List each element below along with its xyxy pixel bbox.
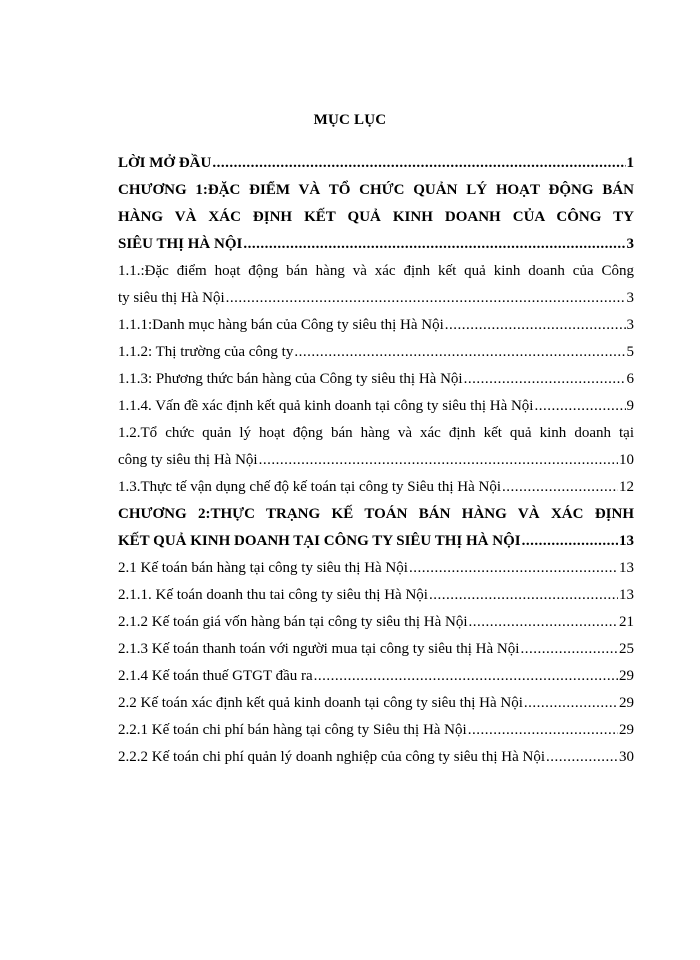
dot-leader [534, 393, 625, 420]
dot-leader [445, 312, 626, 339]
dot-leader [524, 690, 618, 717]
dot-leader [546, 744, 618, 771]
toc-entry-line [118, 312, 634, 339]
toc-entry-text: 1.3.Thực tế vận dụng chế độ kế toán tại công ty Siêu thị Hà Nội [118, 479, 502, 495]
toc-entry-line [118, 420, 634, 447]
toc-entry-text: SIÊU THỊ HÀ NỘI [118, 236, 243, 252]
dot-leader [502, 474, 618, 501]
dot-leader [212, 150, 625, 177]
toc-entry-line [118, 636, 634, 663]
dot-leader [259, 447, 618, 474]
toc-entry-text: 1.1.3: Phương thức bán hàng của Công ty siêu thị Hà Nội [118, 371, 463, 387]
toc-entry-line [118, 339, 634, 366]
toc-entry-line [118, 393, 634, 420]
toc-entry-line [118, 474, 634, 501]
dot-leader [469, 609, 618, 636]
dot-leader [464, 366, 626, 393]
toc-entry-line [118, 717, 634, 744]
dot-leader [226, 285, 626, 312]
page-number: 12 [619, 479, 634, 495]
toc-entry-text: LỜI MỞ ĐẦU [118, 155, 212, 171]
toc-entry-text: 2.1.2 Kế toán giá vốn hàng bán tại công ty siêu thị Hà Nội [118, 614, 468, 630]
toc-entry-line [118, 609, 634, 636]
toc-entry-line [118, 177, 634, 204]
dot-leader [522, 528, 618, 555]
toc-entry-line [118, 555, 634, 582]
page-number: 10 [619, 452, 634, 468]
toc-entry-line [118, 447, 634, 474]
page-number: 30 [619, 749, 634, 765]
dot-leader [429, 582, 618, 609]
page-number: 13 [619, 533, 634, 549]
dot-leader [520, 636, 618, 663]
toc-entry-line [118, 285, 634, 312]
toc-entry-text: 2.1.3 Kế toán thanh toán với người mua tại công ty siêu thị Hà Nội [118, 641, 520, 657]
toc-entry-text: ty siêu thị Hà Nội [118, 290, 225, 306]
toc-entry-text: công ty siêu thị Hà Nội [118, 452, 258, 468]
dot-leader [314, 663, 618, 690]
page-number: 21 [619, 614, 634, 630]
toc-entry-line [118, 663, 634, 690]
toc-entry-line [118, 366, 634, 393]
toc-entry-text: 1.1.1:Danh mục hàng bán của Công ty siêu thị Hà Nội [118, 317, 444, 333]
page-number: 5 [626, 344, 634, 360]
page-number: 3 [626, 317, 634, 333]
page-number: 13 [619, 560, 634, 576]
toc-entry-line [118, 528, 634, 555]
toc-entry-text: 1.1.2: Thị trường của công ty [118, 344, 294, 360]
table-of-contents [118, 150, 634, 771]
page-title: MỤC LỤC [313, 112, 387, 128]
page-number: 9 [626, 398, 634, 414]
page-number: 29 [619, 695, 634, 711]
toc-entry-line [118, 150, 634, 177]
page-number: 3 [626, 236, 634, 252]
toc-entry-line [118, 258, 634, 285]
page-number: 29 [619, 668, 634, 684]
toc-entry-text: 2.1 Kế toán bán hàng tại công ty siêu thị Hà Nội [118, 560, 408, 576]
page-number: 29 [619, 722, 634, 738]
toc-entry-text: CHƯƠNG 2:THỰC TRẠNG KẾ TOÁN BÁN HÀNG VÀ XÁC ĐỊNH [118, 506, 634, 522]
toc-entry-line [118, 204, 634, 231]
page-number: 1 [626, 155, 634, 171]
toc-entry-text: HÀNG VÀ XÁC ĐỊNH KẾT QUẢ KINH DOANH CỦA CÔNG TY [118, 209, 634, 225]
toc-entry-text: 2.2 Kế toán xác định kết quả kinh doanh tại công ty siêu thị Hà Nội [118, 695, 523, 711]
toc-entry-text: 2.1.1. Kế toán doanh thu tai công ty siêu thị Hà Nội [118, 587, 428, 603]
page-number: 25 [619, 641, 634, 657]
toc-entry-line [118, 501, 634, 528]
toc-entry-line [118, 690, 634, 717]
toc-entry-line [118, 744, 634, 771]
page-number: 3 [626, 290, 634, 306]
dot-leader [409, 555, 618, 582]
page-number: 6 [626, 371, 634, 387]
toc-entry-text: 2.2.2 Kế toán chi phí quản lý doanh nghiệp của công ty siêu thị Hà Nội [118, 749, 545, 765]
toc-entry-line [118, 582, 634, 609]
toc-entry-text: 1.1.:Đặc điểm hoạt động bán hàng và xác định kết quả kinh doanh của Công [118, 263, 634, 279]
dot-leader [468, 717, 618, 744]
toc-entry-line [118, 231, 634, 258]
dot-leader [294, 339, 625, 366]
toc-entry-text: 2.1.4 Kế toán thuế GTGT đầu ra [118, 668, 313, 684]
page-number: 13 [619, 587, 634, 603]
toc-entry-text: CHƯƠNG 1:ĐẶC ĐIỂM VÀ TỔ CHỨC QUẢN LÝ HOẠT ĐỘNG BÁN [118, 182, 634, 198]
toc-entry-text: 2.2.1 Kế toán chi phí bán hàng tại công ty Siêu thị Hà Nội [118, 722, 467, 738]
toc-entry-text: KẾT QUẢ KINH DOANH TẠI CÔNG TY SIÊU THỊ HÀ NỘI [118, 533, 521, 549]
toc-entry-text: 1.1.4. Vấn đề xác định kết quả kinh doanh tại công ty siêu thị Hà Nội [118, 398, 534, 414]
dot-leader [243, 231, 625, 258]
toc-entry-text: 1.2.Tổ chức quản lý hoạt động bán hàng và xác định kết quả kinh doanh tại [118, 425, 634, 441]
